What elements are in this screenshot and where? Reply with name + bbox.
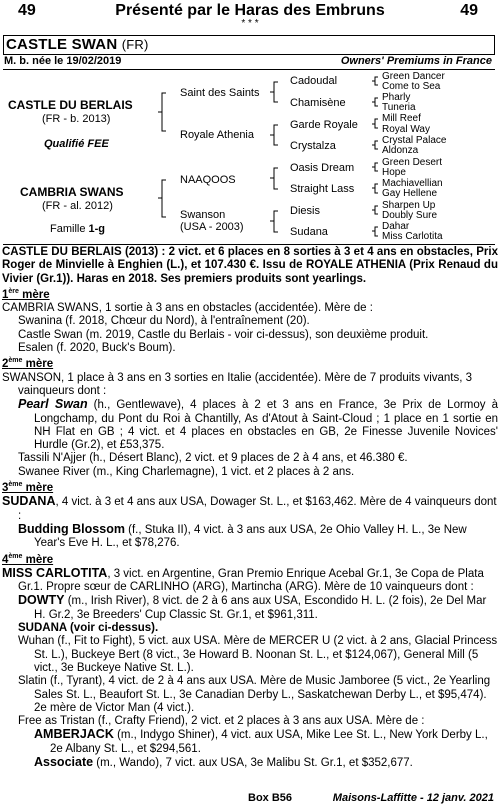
gs-4: Swanson [180, 209, 226, 221]
horse-name: CASTLE SWAN (FR) [6, 36, 149, 53]
dam-info: (FR - al. 2012) [42, 200, 113, 212]
ggs-8: Sudana [290, 226, 328, 238]
dam-name: CAMBRIA SWANS [20, 185, 124, 199]
gggs-9: Green Desert [382, 157, 443, 168]
gggs-16: Miss Carlotita [382, 231, 443, 242]
gggs-13: Sharpen Up [382, 200, 436, 211]
page-footer [0, 790, 500, 808]
page-number-left: 49 [18, 2, 36, 19]
pedigree-table [0, 68, 500, 244]
divider [3, 244, 495, 245]
gs-3: NAAQOOS [180, 174, 236, 186]
dam-line: SWANSON, 1 place à 3 ans en 3 sorties en Italie (accidentée). Mère de 7 produits vivants, 3 vainqueurs dont : [2, 371, 473, 397]
page-header [0, 0, 500, 30]
page-number-right: 49 [460, 2, 478, 19]
produce-line: SUDANA (voir ci-dessus). [18, 622, 159, 635]
gggs-3: Pharly [382, 92, 411, 103]
produce-line: Budding Blossom (f., Stuka II), 4 vict. à 3 ans aux USA, 2e Ohio Valley H. L., 3e New Year's Eve H. L., et $78,276. [18, 521, 467, 550]
horse-birth: M. b. née le 19/02/2019 [4, 55, 122, 67]
family-note: Famille 1-g [50, 223, 106, 235]
produce-line: Free as Tristan (f., Crafty Friend), 2 vict. et 2 places à 3 ans aux USA. Mère de : [18, 715, 425, 728]
sire-info: (FR - b. 2013) [42, 113, 111, 125]
produce-line: Swanina (f. 2018, Chœur du Nord), à l'entraînement (20). [18, 315, 310, 328]
sire-paragraph: CASTLE DU BERLAIS (2013) : 2 vict. et 6 places en 8 sorties à 3 et 4 ans en obstacles, Prix Roger de Minvielle à Enghien (L.), et 107.430 €. Issu de ROYALE ATHENIA (Prix Renaud du Vivier (Gr.1)). Haras en 2018. Ses premiers produits sont yearlings. [2, 246, 498, 285]
gggs-15: Dahar [382, 221, 410, 232]
section-heading-3: 3ème mère [2, 481, 54, 495]
produce-line: Swanee River (m., King Charlemagne), 1 vict. et 2 places à 2 ans. [18, 465, 355, 478]
header-stars: * * * [241, 18, 259, 29]
dam-line: SUDANA, 4 vict. à 3 et 4 ans aux USA, Dowager St. L., et $163,462. Mère de 4 vainqueurs dont : [2, 494, 497, 522]
page-title: Présenté par le Haras des Embruns [115, 2, 385, 19]
section-heading-2: 2ème mère [2, 357, 54, 371]
gggs-11: Machiavellian [382, 178, 443, 189]
gggs-7: Crystal Palace [382, 135, 447, 146]
gs-1: Saint des Saints [180, 87, 260, 99]
ggs-7: Diesis [290, 205, 320, 217]
dam-line: MISS CARLOTITA, 3 vict. en Argentine, Gran Premio Enrique Acebal Gr.1, 3e Copa de Plata Gr.1. Propre sœur de CARLINHO (ARG), Martincha (ARG). Mère de 10 vainqueurs dont : [2, 565, 484, 594]
gs-4-note: (USA - 2003) [180, 221, 244, 233]
dam-line: CAMBRIA SWANS, 1 sortie à 3 ans en obstacles (accidentée). Mère de : [2, 302, 373, 315]
ggs-4: Crystalza [290, 140, 336, 152]
produce-line: Pearl Swan (h., Gentlewave), 4 places à 2 et 3 ans en France, 3e Prix de Lormoy à Longchamp, du Pont du Roi à Chantilly, As d'Atout à Saint-Cloud ; 1 place en 1 sortie en NH Flat en GB ; 4 vict. et 4 places en obstacles en GB, 2e Finesse Juvenile Novices' Hurdle (Gr.2), et £53,375. [18, 397, 498, 452]
gggs-14: Doubly Sure [382, 210, 438, 221]
ggs-2: Chamisène [290, 97, 346, 109]
gggs-10: Hope [382, 167, 406, 178]
gggs-2: Come to Sea [382, 81, 441, 92]
gggs-5: Mill Reef [382, 113, 421, 124]
section-heading-4: 4ème mère [2, 552, 54, 566]
produce-line: AMBERJACK (m., Indygo Shiner), 4 vict. aux USA, Mike Lee St. L., New York Derby L., 2e Albany St. L., et $294,561. [34, 727, 488, 755]
premiums-note: Owners' Premiums in France [340, 55, 492, 67]
gggs-12: Gay Hellene [382, 188, 438, 199]
gggs-1: Green Dancer [382, 71, 445, 82]
box-number: Box B56 [248, 792, 293, 804]
produce-line: Associate (m., Wando), 7 vict. aux USA, 3e Malibu St. Gr.1, et $352,677. [34, 754, 413, 769]
ggs-6: Straight Lass [290, 183, 355, 195]
produce-line: Esalen (f. 2020, Buck's Boum). [18, 342, 176, 355]
produce-line: Slatin (f., Tyrant), 4 vict. de 2 à 4 ans aux USA. Mère de Music Jamboree (5 vict., 2e Yearling Sales St. L., Beaufort St. L., 3e Canadian Derby L., Saskatchewan Derby L., et $95,474). 2e mère de Victor Man (4 vict.). [18, 675, 491, 714]
horse-name-box [3, 35, 495, 55]
produce-line: DOWTY (m., Irish River), 8 vict. de 2 à 6 ans aux USA, Escondido H. L. (2 fois), 2e Del Mar H. Gr.2, 3e Breeders' Cup Classic St. Gr.1, et $961,311. [18, 593, 487, 621]
sire-name: CASTLE DU BERLAIS [8, 98, 133, 112]
produce-line: Tassili N'Ajjer (h., Désert Blanc), 2 vict. et 9 places de 2 à 4 ans, et 46.380 €. [18, 452, 408, 465]
gs-2: Royale Athenia [180, 129, 254, 141]
gggs-6: Royal Way [382, 124, 430, 135]
horse-subline [4, 55, 494, 69]
produce-line: Castle Swan (m. 2019, Castle du Berlais - voir ci-dessus), son deuxième produit. [18, 328, 429, 341]
produce-line: Wuhan (f., Fit to Fight), 5 vict. aux USA. Mère de MERCER U (2 vict. à 2 ans, Glacial Princess St. L.), Buckeye Bert (8 vict., 3e Howard B. Noonan St. L., et $124,067), General Mill (5 vict., 3e Buckeye Native St. L.). [18, 635, 498, 674]
sale-place-date: Maisons-Laffitte - 12 janv. 2021 [332, 792, 494, 804]
ggs-5: Oasis Dream [290, 162, 355, 174]
ggs-3: Garde Royale [290, 119, 358, 131]
gggs-8: Aldonza [382, 145, 419, 156]
catalogue-body [2, 246, 498, 770]
sire-note: Qualifié FEE [44, 138, 109, 150]
gggs-4: Tuneria [382, 102, 416, 113]
section-heading-1: 1ère mère [2, 288, 50, 301]
ggs-1: Cadoudal [290, 75, 338, 87]
